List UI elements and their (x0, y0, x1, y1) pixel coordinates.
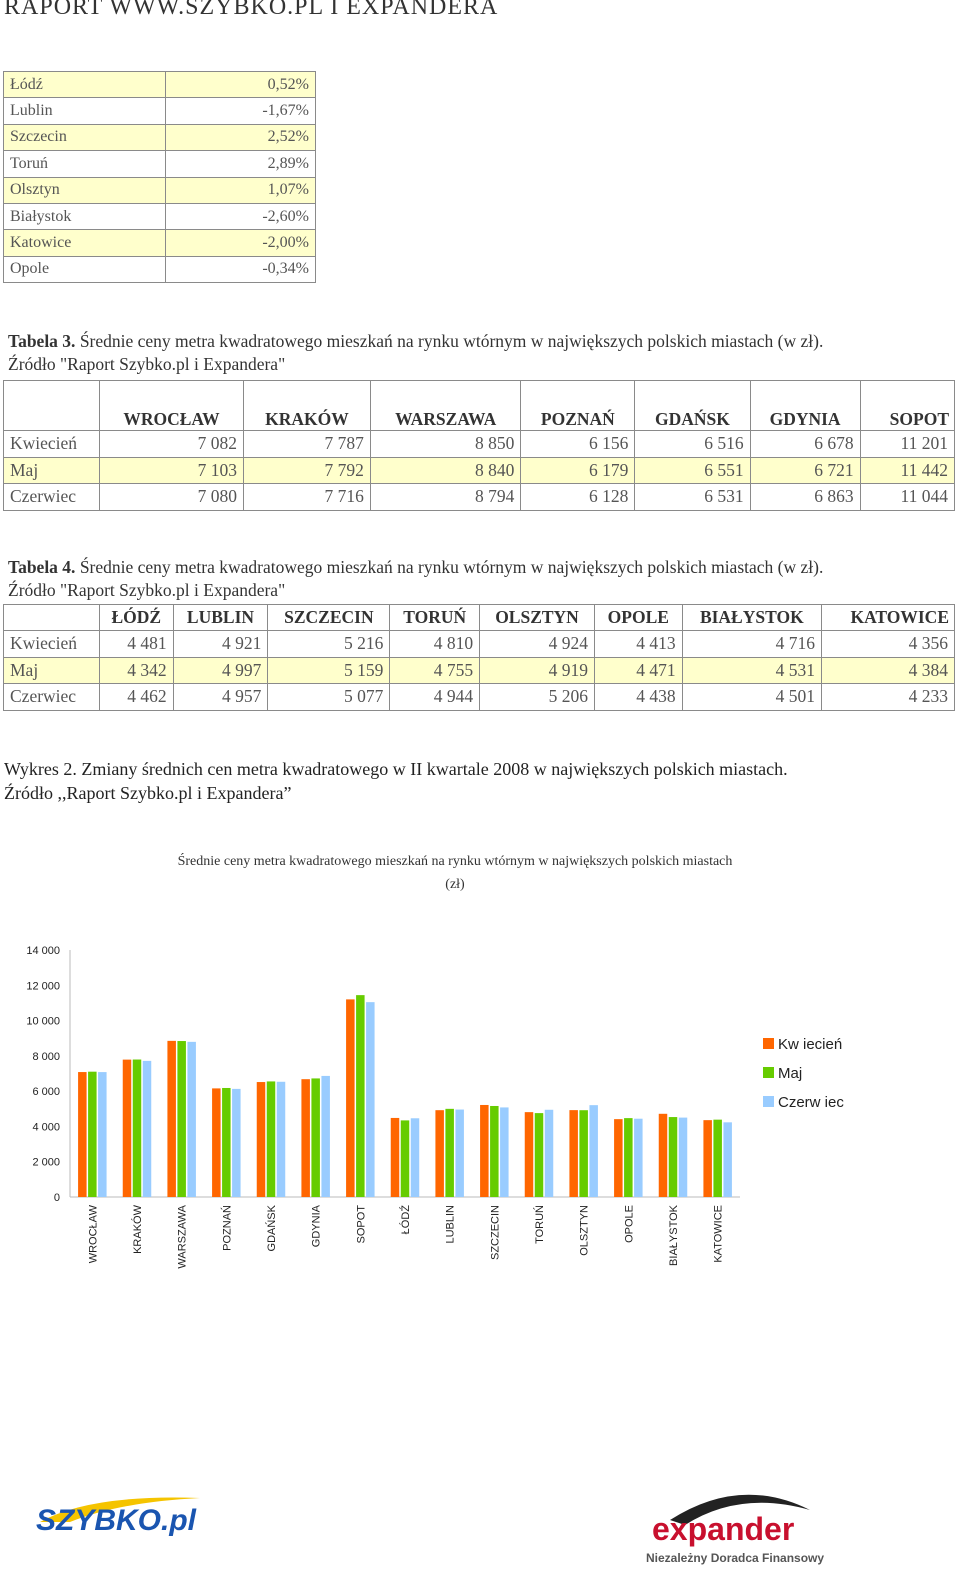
price-cell: 11 442 (860, 457, 954, 484)
table-row (4, 98, 316, 124)
price-cell: 6 531 (635, 484, 750, 511)
bar (88, 1072, 97, 1197)
price-cell: 4 755 (390, 657, 480, 684)
city-cell: Lublin (4, 98, 166, 124)
price-cell: 4 413 (594, 631, 682, 658)
column-header: KRAKÓW (243, 381, 370, 431)
bar (624, 1118, 633, 1197)
price-cell: 4 471 (594, 657, 682, 684)
table-header-blank (4, 605, 100, 631)
price-cell: 5 216 (268, 631, 390, 658)
chart-caption-line1: Wykres 2. Zmiany średnich cen metra kwadratowego w II kwartale 2008 w największych polskich miastach. (4, 759, 788, 779)
column-header: WROCŁAW (100, 381, 244, 431)
bar (411, 1118, 420, 1197)
y-tick-label: 4 000 (32, 1121, 60, 1134)
bar (391, 1118, 400, 1197)
bar (346, 999, 355, 1197)
x-category-label: KRAKÓW (132, 1205, 144, 1254)
percent-cell: 1,07% (166, 177, 316, 203)
x-category-label: POZNAŃ (221, 1205, 234, 1251)
city-cell: Szczecin (4, 124, 166, 150)
chart-title-line2: (zł) (445, 877, 465, 892)
column-header: POZNAŃ (521, 381, 635, 431)
szybko-logo-text: SZYBKO.pl (36, 1504, 197, 1537)
bar (679, 1118, 688, 1197)
bar (713, 1120, 722, 1197)
bar (133, 1060, 142, 1197)
table3-caption-text: Średnie ceny metra kwadratowego mieszkań na rynku wtórnym w największych polskich miastach (w zł). (75, 331, 824, 351)
page-header: RAPORT WWW.SZYBKO.PL I EXPANDERA (4, 0, 499, 20)
price-cell: 11 201 (860, 431, 954, 458)
column-header: ŁÓDŹ (100, 605, 174, 631)
szybko-logo (30, 1488, 220, 1538)
bar (589, 1105, 598, 1197)
city-cell: Katowice (4, 230, 166, 256)
legend-label: Maj (778, 1065, 803, 1082)
month-cell: Czerwiec (4, 484, 100, 511)
bar (579, 1110, 588, 1197)
price-cell: 7 792 (243, 457, 370, 484)
table3-label: Tabela 3. (8, 331, 76, 351)
x-category-label: GDYNIA (310, 1205, 323, 1248)
bar (545, 1110, 554, 1197)
month-cell: Kwiecień (4, 431, 100, 458)
bar (177, 1041, 186, 1197)
table-header-blank (4, 381, 100, 431)
percent-cell: 2,89% (166, 151, 316, 177)
x-category-label: OLSZTYN (578, 1205, 591, 1256)
price-cell: 4 997 (173, 657, 268, 684)
column-header: SOPOT (860, 381, 954, 431)
column-header: KATOWICE (821, 605, 954, 631)
table-row (4, 256, 316, 282)
column-header: GDYNIA (750, 381, 860, 431)
price-cell: 7 787 (243, 431, 370, 458)
legend-label: Kw iecień (778, 1036, 843, 1053)
bar (669, 1117, 678, 1197)
price-cell: 4 919 (480, 657, 595, 684)
x-category-label: SOPOT (355, 1205, 368, 1244)
bar (212, 1088, 221, 1197)
legend-swatch (763, 1096, 774, 1107)
table4 (3, 604, 955, 711)
price-cell: 4 810 (390, 631, 480, 658)
month-cell: Kwiecień (4, 631, 100, 658)
column-header: LUBLIN (173, 605, 268, 631)
bar (257, 1082, 266, 1197)
y-tick-label: 2 000 (32, 1156, 60, 1169)
bar (187, 1042, 196, 1197)
bar (500, 1107, 509, 1197)
price-cell: 5 159 (268, 657, 390, 684)
bar (723, 1122, 732, 1197)
chart-caption-source: Źródło ,,Raport Szybko.pl i Expandera” (4, 783, 292, 803)
bar (143, 1061, 152, 1197)
month-cell: Czerwiec (4, 684, 100, 711)
x-category-label: BIAŁYSTOK (668, 1205, 680, 1266)
table4-source: Źródło "Raport Szybko.pl i Expandera" (8, 580, 286, 600)
table3-caption (8, 330, 823, 353)
price-cell: 4 481 (100, 631, 174, 658)
price-cell: 6 721 (750, 457, 860, 484)
bar (356, 995, 365, 1197)
table4-caption-text: Średnie ceny metra kwadratowego mieszkań na rynku wtórnym w największych polskich miastach (w zł). (75, 557, 824, 577)
table-row (4, 230, 316, 256)
price-cell: 6 678 (750, 431, 860, 458)
price-cell: 6 156 (521, 431, 635, 458)
price-cell: 5 206 (480, 684, 595, 711)
table-row (4, 457, 955, 484)
price-cell: 7 080 (100, 484, 244, 511)
bar (366, 1002, 375, 1197)
y-tick-label: 8 000 (32, 1050, 60, 1063)
x-category-label: OPOLE (623, 1205, 636, 1243)
price-cell: 4 356 (821, 631, 954, 658)
x-category-label: ŁÓDŹ (400, 1205, 412, 1235)
bar (455, 1110, 464, 1197)
bar (480, 1105, 489, 1197)
column-header: TORUŃ (390, 605, 480, 631)
bar (232, 1089, 241, 1197)
expander-tagline: Niezależny Doradca Finansowy (646, 1551, 825, 1565)
price-cell: 4 944 (390, 684, 480, 711)
bar (490, 1106, 499, 1197)
table4-label: Tabela 4. (8, 557, 76, 577)
y-tick-label: 14 000 (26, 945, 60, 957)
bar (78, 1072, 87, 1197)
price-cell: 4 531 (682, 657, 821, 684)
table-row (4, 72, 316, 98)
expander-logo (640, 1480, 840, 1580)
table3-source: Źródło "Raport Szybko.pl i Expandera" (8, 354, 286, 374)
bar (301, 1079, 310, 1197)
bar (569, 1110, 578, 1197)
bar (401, 1120, 410, 1197)
month-cell: Maj (4, 457, 100, 484)
price-cell: 4 342 (100, 657, 174, 684)
x-category-label: KATOWICE (712, 1205, 725, 1263)
bar (98, 1072, 107, 1197)
column-header: GDAŃSK (635, 381, 750, 431)
price-cell: 11 044 (860, 484, 954, 511)
x-category-label: WARSZAWA (176, 1205, 189, 1269)
price-cell: 6 863 (750, 484, 860, 511)
x-category-label: GDAŃSK (266, 1205, 278, 1252)
price-cell: 8 840 (370, 457, 520, 484)
legend-swatch (763, 1067, 774, 1078)
price-cell: 6 516 (635, 431, 750, 458)
chart-title-line1: Średnie ceny metra kwadratowego mieszkań na rynku wtórnym w największych polskich miastach (177, 854, 733, 869)
table-row (4, 484, 955, 511)
price-cell: 4 462 (100, 684, 174, 711)
price-cell: 6 179 (521, 457, 635, 484)
y-tick-label: 12 000 (26, 980, 60, 993)
price-cell: 4 716 (682, 631, 821, 658)
bar (525, 1112, 534, 1197)
legend-swatch (763, 1038, 774, 1049)
column-header: OPOLE (594, 605, 682, 631)
city-cell: Opole (4, 256, 166, 282)
price-cell: 7 103 (100, 457, 244, 484)
percent-cell: 2,52% (166, 124, 316, 150)
percent-cell: -2,60% (166, 203, 316, 229)
city-cell: Łódź (4, 72, 166, 98)
price-cell: 5 077 (268, 684, 390, 711)
table3 (3, 380, 955, 511)
price-cell: 4 924 (480, 631, 595, 658)
bar (167, 1041, 176, 1197)
price-cell: 4 921 (173, 631, 268, 658)
column-header: SZCZECIN (268, 605, 390, 631)
table-row (4, 151, 316, 177)
chart-title (100, 850, 810, 896)
x-category-label: WROCŁAW (87, 1205, 100, 1264)
bar (311, 1078, 320, 1197)
table-row (4, 203, 316, 229)
x-category-label: TORUŃ (534, 1205, 546, 1244)
table-row (4, 431, 955, 458)
price-cell: 6 551 (635, 457, 750, 484)
bar-chart (0, 930, 960, 1280)
month-cell: Maj (4, 657, 100, 684)
table-row (4, 124, 316, 150)
price-cell: 4 501 (682, 684, 821, 711)
price-cell: 4 384 (821, 657, 954, 684)
bar (267, 1081, 276, 1197)
column-header: OLSZTYN (480, 605, 595, 631)
percent-cell: -2,00% (166, 230, 316, 256)
legend-label: Czerw iec (778, 1094, 844, 1111)
table-row (4, 657, 955, 684)
table-row (4, 684, 955, 711)
bar (123, 1060, 132, 1197)
city-cell: Toruń (4, 151, 166, 177)
bar (321, 1076, 330, 1197)
price-cell: 6 128 (521, 484, 635, 511)
column-header: WARSZAWA (370, 381, 520, 431)
price-cell: 4 233 (821, 684, 954, 711)
x-category-label: LUBLIN (444, 1205, 457, 1244)
percent-cell: 0,52% (166, 72, 316, 98)
city-cell: Białystok (4, 203, 166, 229)
bar (634, 1119, 643, 1197)
bar (445, 1109, 454, 1197)
y-tick-label: 10 000 (26, 1015, 60, 1028)
price-cell: 4 957 (173, 684, 268, 711)
percent-cell: -1,67% (166, 98, 316, 124)
percent-cell: -0,34% (166, 256, 316, 282)
table-row (4, 631, 955, 658)
bar (535, 1113, 544, 1197)
price-cell: 7 082 (100, 431, 244, 458)
expander-logo-text: expander (652, 1511, 795, 1547)
table-row (4, 177, 316, 203)
price-cell: 8 850 (370, 431, 520, 458)
city-cell: Olsztyn (4, 177, 166, 203)
x-category-label: SZCZECIN (489, 1205, 502, 1260)
price-cell: 8 794 (370, 484, 520, 511)
table4-caption (8, 556, 823, 579)
price-cell: 7 716 (243, 484, 370, 511)
y-tick-label: 6 000 (32, 1086, 60, 1099)
percent-change-table (3, 71, 316, 283)
column-header: BIAŁYSTOK (682, 605, 821, 631)
bar (222, 1088, 231, 1197)
price-cell: 4 438 (594, 684, 682, 711)
chart-caption (4, 757, 788, 805)
y-tick-label: 0 (53, 1192, 60, 1204)
bar (703, 1120, 712, 1197)
bar (614, 1119, 623, 1197)
bar (659, 1114, 668, 1197)
bar (277, 1082, 286, 1197)
bar (435, 1110, 444, 1197)
